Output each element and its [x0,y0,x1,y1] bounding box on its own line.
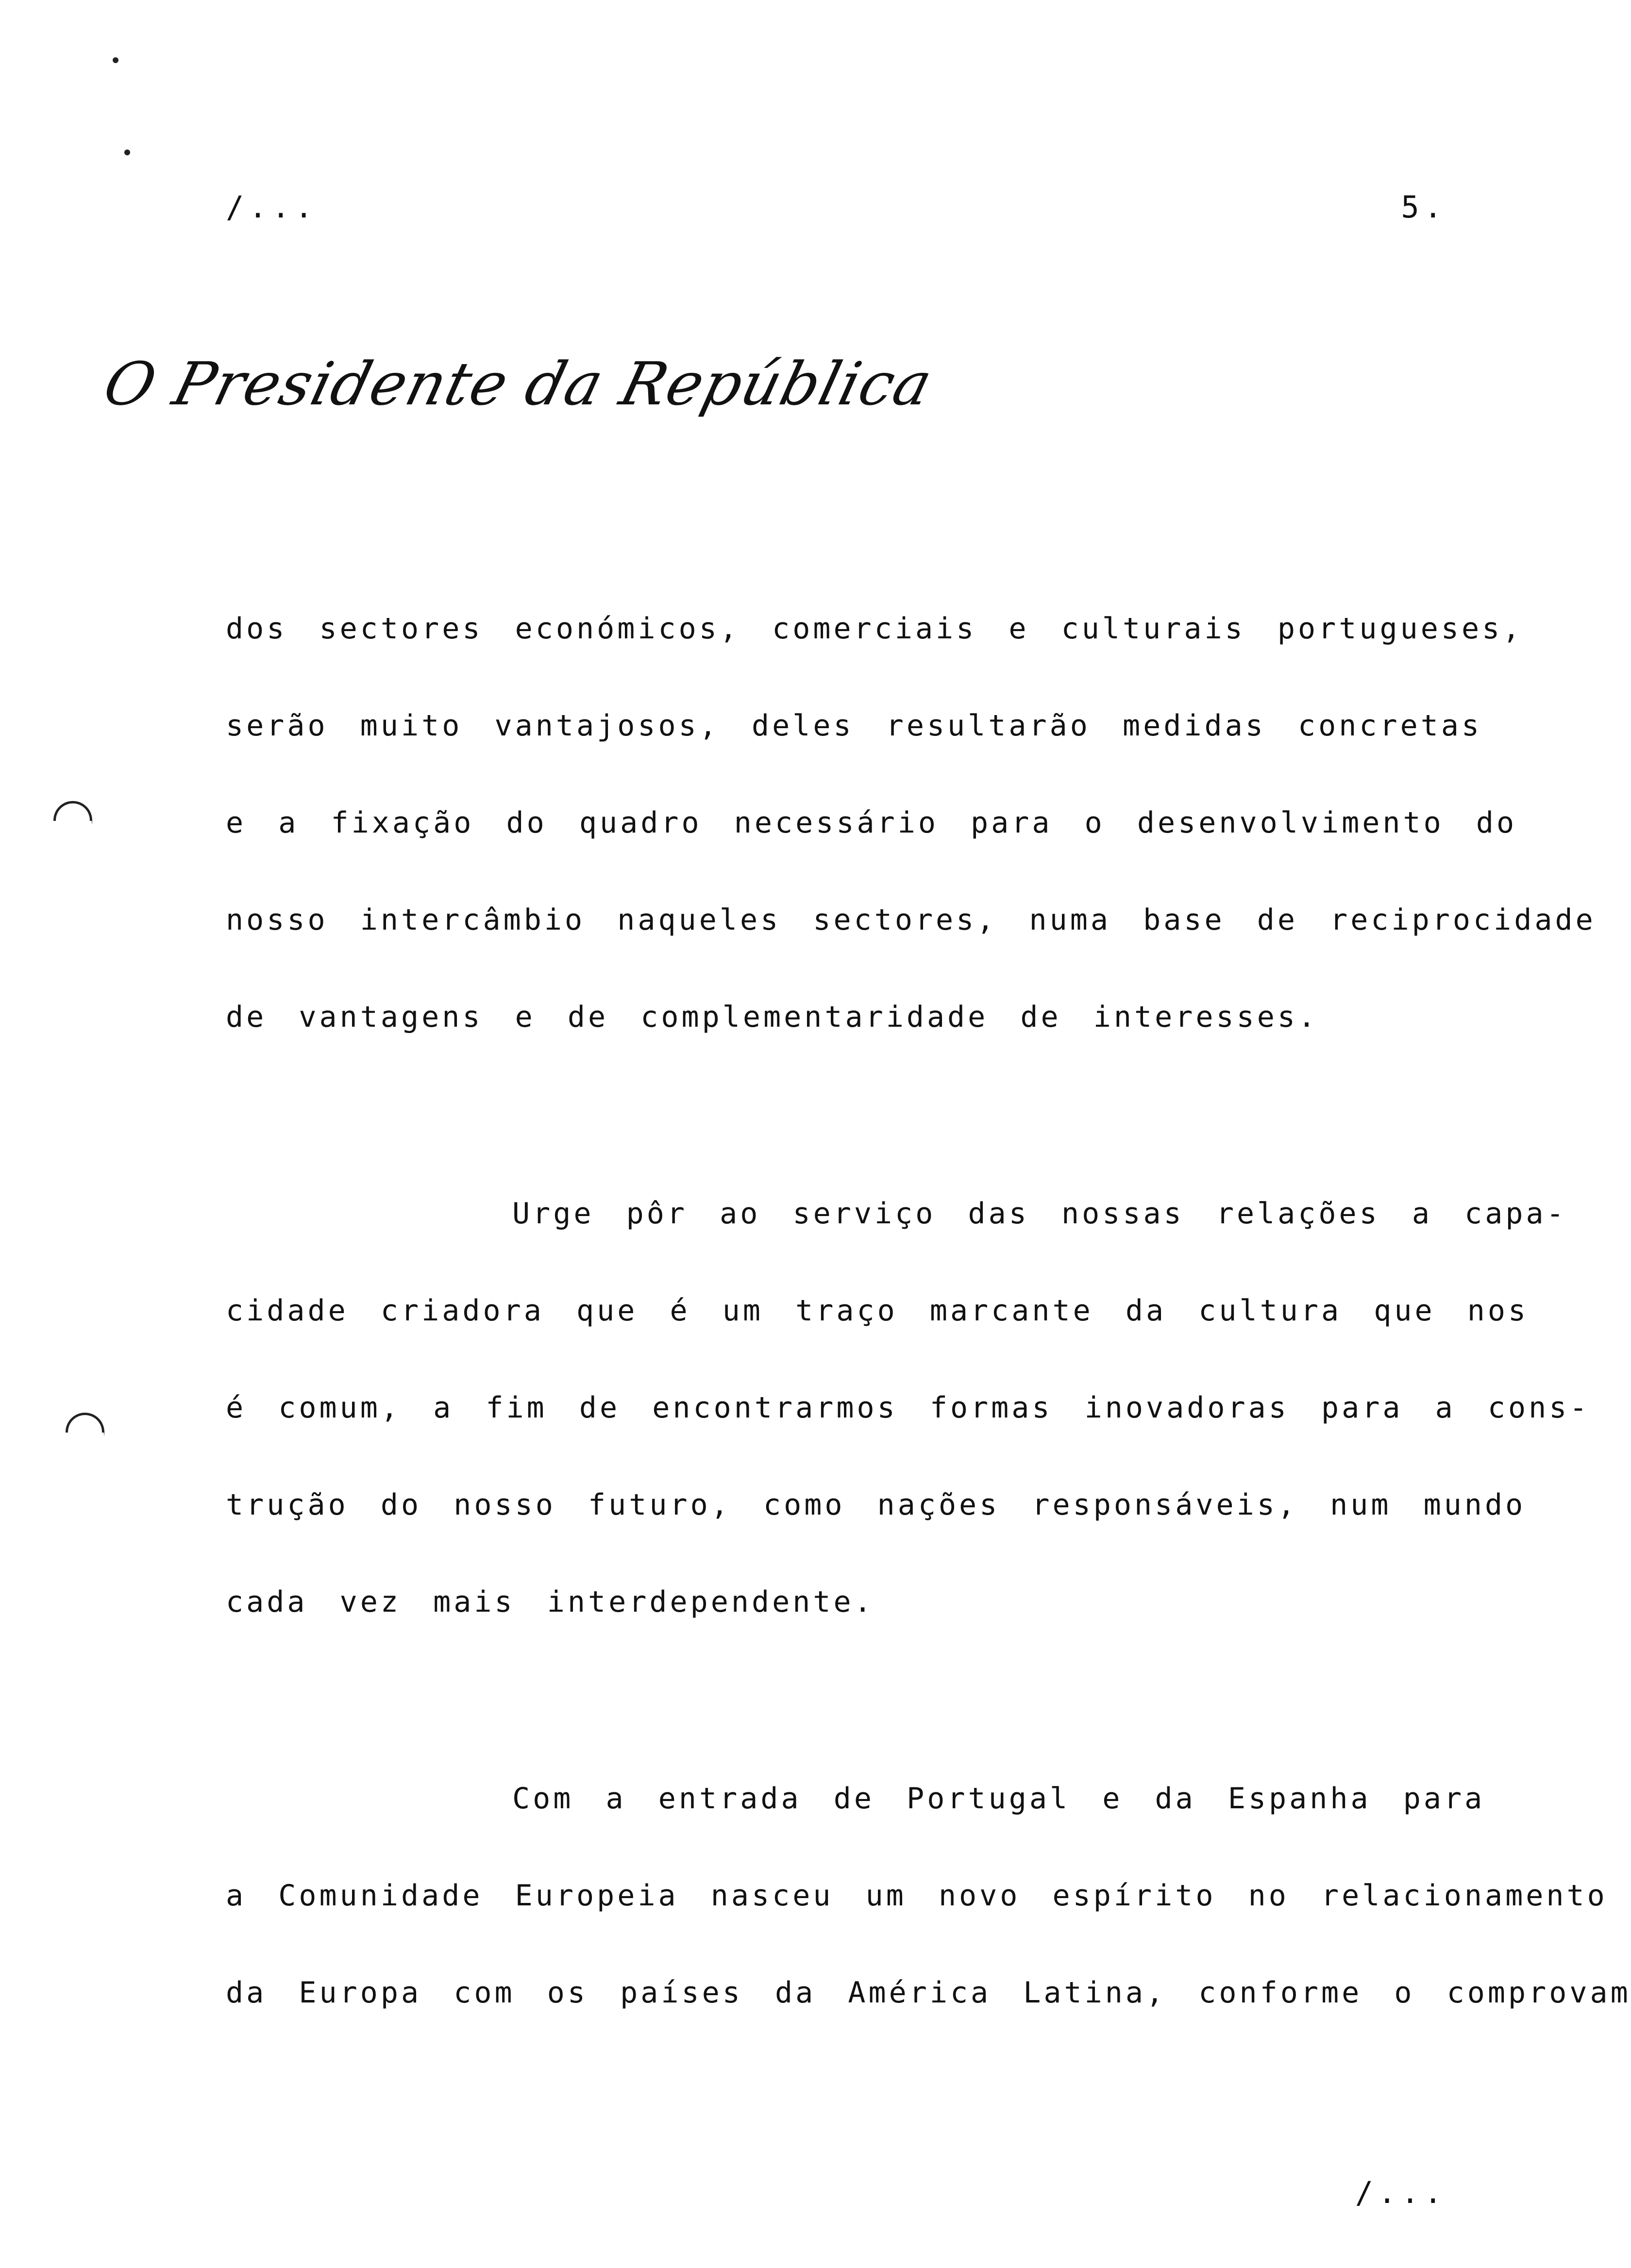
page-number: 5. [1401,189,1447,225]
paragraph-1 [226,597,1596,1083]
paragraph-2 [226,1182,1590,1668]
body-line: nosso intercâmbio naqueles sectores, numa base de reciprocidade [226,903,1596,937]
body-line: a Comunidade Europeia nasceu um novo espírito no relacionamento [226,1879,1608,1913]
paragraph-gap [226,1668,1449,1767]
scan-speck [113,57,118,63]
body-line: de vantagens e de complementaridade de interesses. [226,1000,1319,1034]
body-line: Urge pôr ao serviço das nossas relações a capa- [512,1197,1567,1231]
letterhead-title: O Presidente da República [97,350,940,418]
body-line: cada vez mais interdependente. [226,1585,874,1619]
body-line: serão muito vantajosos, deles resultarão medidas concretas [226,709,1482,743]
punch-hole-mark [53,801,92,840]
footer-continuation-mark: /... [1355,2175,1447,2210]
body-line: cidade criadora que é um traço marcante da cultura que nos [226,1294,1529,1328]
header-continuation-mark: /... [226,189,318,225]
body-line: e a fixação do quadro necessário para o desenvolvimento do [226,806,1517,840]
paragraph-3 [226,1767,1631,2058]
scan-speck [124,150,130,155]
body-line: da Europa com os países da América Latina, conforme o comprovam [226,1976,1631,2010]
body-line: dos sectores económicos, comerciais e culturais portugueses, [226,612,1523,646]
paragraph-gap [226,1083,1449,1182]
body-line: trução do nosso futuro, como nações responsáveis, num mundo [226,1488,1526,1522]
body-line: é comum, a fim de encontrarmos formas inovadoras para a cons- [226,1391,1590,1425]
letter-body [226,597,1631,2058]
body-line: Com a entrada de Portugal e da Espanha para [512,1782,1485,1816]
punch-hole-mark [66,1413,104,1451]
